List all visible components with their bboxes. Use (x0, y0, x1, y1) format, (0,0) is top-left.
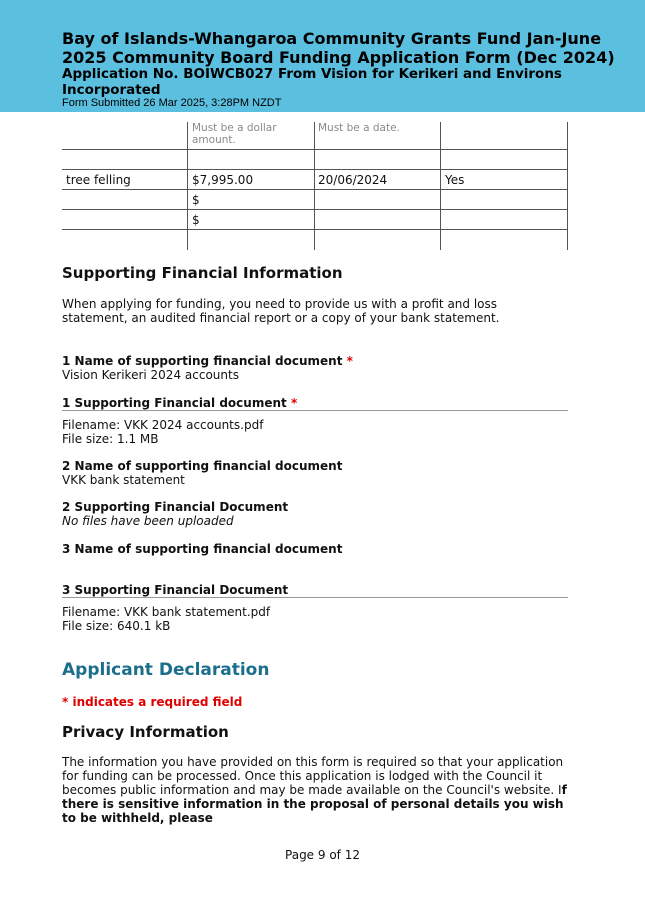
doc3-name-label: 3 Name of supporting financial document (62, 542, 343, 556)
doc3-filesize: File size: 640.1 kB (62, 619, 171, 633)
table-row-divider (62, 169, 568, 170)
doc2-file-label: 2 Supporting Financial Document (62, 500, 289, 514)
doc3-file-label: 3 Supporting Financial Document (62, 583, 289, 597)
table-row-divider (62, 209, 568, 210)
item-amount: $7,995.00 (192, 173, 254, 187)
item-amount: $ (192, 213, 200, 227)
item-amount: $ (192, 193, 200, 207)
table-column-divider (567, 122, 568, 250)
table-row-divider (62, 229, 568, 230)
doc2-name-value: VKK bank statement (62, 473, 185, 487)
required-marker: * (290, 396, 298, 410)
required-marker: * (346, 354, 353, 368)
item-flag: Yes (445, 173, 465, 187)
page-header (0, 0, 645, 112)
table-column-divider (187, 122, 188, 250)
table-column-divider (314, 122, 315, 250)
table-row-divider (62, 149, 568, 150)
page-number: Page 9 of 12 (285, 848, 360, 862)
doc2-name-label: 2 Name of supporting financial document (62, 459, 343, 473)
form-title: Bay of Islands-Whangaroa Community Grants Fund Jan-June 2025 Community Board Funding Application Form (Dec 2024) (62, 29, 615, 67)
financial-intro: When applying for funding, you need to provide us with a profit and loss statement, an audited financial report or a copy of your bank statement. (62, 297, 500, 325)
declaration-title: Applicant Declaration (62, 660, 270, 680)
amount-hint: Must be a dollar amount. (192, 122, 277, 146)
divider (62, 410, 568, 411)
submitted-timestamp: Form Submitted 26 Mar 2025, 3:28PM NZDT (62, 97, 282, 109)
doc1-name-label: 1 Name of supporting financial document * (62, 354, 353, 368)
divider (62, 597, 568, 598)
doc1-filename: Filename: VKK 2024 accounts.pdf (62, 418, 264, 432)
date-hint: Must be a date. (318, 122, 400, 134)
doc3-filename: Filename: VKK bank statement.pdf (62, 605, 271, 619)
doc1-file-label: 1 Supporting Financial document * (62, 396, 298, 410)
required-field-note: * indicates a required field (62, 695, 243, 709)
table-row-divider (62, 189, 568, 190)
privacy-text: The information you have provided on this form is required so that your application for funding can be processed. Once this application is lodged with the Council it becomes public information and may be made available on the Council's website. If there is sensitive information in the proposal of personal details you wish to be withheld, please (62, 755, 567, 825)
privacy-title: Privacy Information (62, 723, 229, 741)
table-column-divider (440, 122, 441, 250)
doc1-name-value: Vision Kerikeri 2024 accounts (62, 368, 239, 382)
item-description: tree felling (66, 173, 131, 187)
application-number: Application No. BOIWCB027 From Vision for Kerikeri and Environs Incorporated (62, 66, 562, 98)
budget-table (62, 122, 568, 250)
item-date: 20/06/2024 (318, 173, 388, 187)
financial-section-title: Supporting Financial Information (62, 264, 343, 282)
doc1-filesize: File size: 1.1 MB (62, 432, 159, 446)
doc2-no-files: No files have been uploaded (62, 514, 234, 528)
